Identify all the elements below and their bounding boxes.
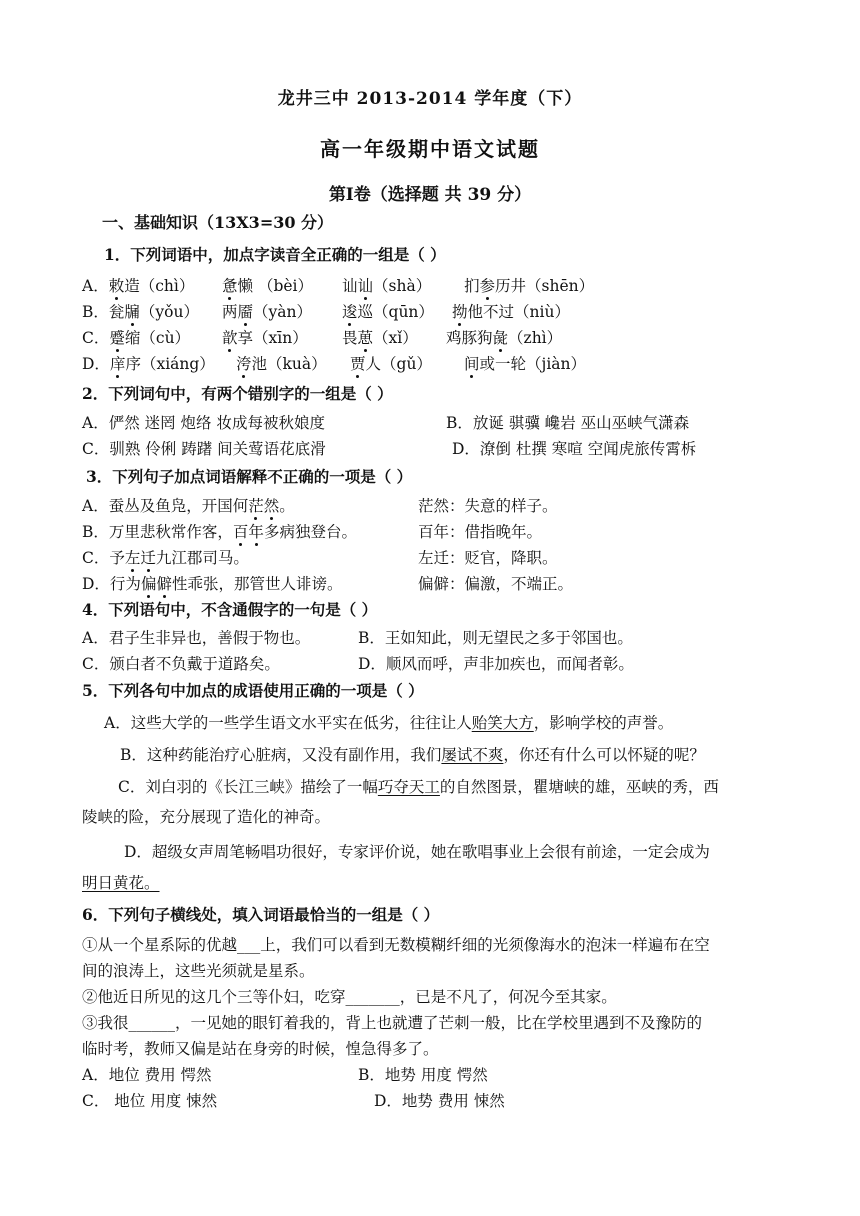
question-1-stem: 1．下列词语中，加点字读音全正确的一组是（ ）	[104, 245, 446, 264]
q5-option-c: C．刘白羽的《长江三峡》描绘了一幅巧夺天工的自然图景，瞿塘峡的雄，巫峡的秀，西	[118, 778, 719, 796]
q3-option-a-gloss: 茫然：失意的样子。	[418, 497, 558, 515]
q4-option-d: D．顺风而呼，声非加疾也，而闻者彰。	[358, 655, 634, 673]
exam-title: 高一年级期中语文试题	[320, 137, 540, 161]
q2-option-a: A．俨然 迷罔 炮络 妆成每被秋娘度	[82, 414, 325, 432]
q6-option-a: A．地位 费用 愕然	[82, 1066, 212, 1084]
q1-option-b-3: 逡巡（qūn）	[342, 303, 434, 321]
q1-option-c-1: C．蹙缩（cù）	[82, 329, 191, 347]
q2-option-d: D．潦倒 杜撰 寒喧 空闻虎旅传霄柝	[452, 440, 697, 458]
question-5-stem: 5．下列各句中加点的成语使用正确的一项是（ ）	[82, 681, 424, 700]
q3-option-b: B．万里悲秋常作客，百年多病独登台。	[82, 523, 357, 541]
q1-option-d-3: 贾人（gǔ）	[350, 355, 432, 373]
q1-option-b-4: 拗他不过（niù）	[452, 303, 570, 321]
q6-sentence-3-line2: 临时考，教师又偏是站在身旁的时候，惶急得多了。	[82, 1040, 439, 1058]
q1-option-a-2: 惫懒 （bèi）	[222, 277, 313, 295]
q1-option-d-4: 间或一轮（jiàn）	[464, 355, 587, 373]
q2-option-c: C．驯熟 伶俐 踌躇 间关莺语花底滑	[82, 440, 326, 458]
q3-option-d-gloss: 偏僻：偏激，不端正。	[418, 575, 574, 593]
question-4-stem: 4．下列语句中，不含通假字的一句是（ ）	[82, 600, 378, 619]
q5-option-b: B．这种药能治疗心脏病，又没有副作用，我们屡试不爽，你还有什么可以怀疑的呢？	[120, 746, 705, 764]
q1-option-c-3: 畏葸（xǐ）	[342, 329, 418, 347]
q2-option-b: B．放诞 骐骥 巉岩 巫山巫峡气潇森	[446, 414, 690, 432]
q6-sentence-2: ②他近日所见的这几个三等仆妇，吃穿_______，已是不凡了，何况今至其家。	[82, 988, 617, 1006]
section-title: 一、基础知识（13X3=30 分）	[102, 213, 334, 232]
q3-option-c: C．予左迁九江郡司马。	[82, 549, 249, 567]
q6-sentence-1-line2: 间的浪涛上，这些光须就是星系。	[82, 962, 315, 980]
q1-option-a-4: 扪参历井（shēn）	[464, 277, 595, 295]
q4-option-a: A．君子生非异也，善假于物也。	[82, 629, 311, 647]
q3-option-c-gloss: 左迁：贬官，降职。	[418, 549, 558, 567]
q1-option-d-2: 洿池（kuà）	[236, 355, 327, 373]
q6-option-c: C． 地位 用度 悚然	[82, 1092, 218, 1110]
q3-option-a: A．蚕丛及鱼凫，开国何茫然。	[82, 497, 295, 515]
q1-option-a-1: A．敕造（chì）	[82, 277, 195, 295]
q3-option-d: D．行为偏僻性乖张，那管世人诽谤。	[82, 575, 343, 593]
q5-option-d-underlined: 明日黄花。	[82, 874, 160, 892]
q1-option-b-1: B．瓮牖（yǒu）	[82, 303, 199, 321]
q5-option-d: D．超级女声周笔畅唱功很好，专家评价说，她在歌唱事业上会很有前途，一定会成为	[124, 843, 710, 861]
q1-option-c-4: 鸡豚狗彘（zhì）	[446, 329, 563, 347]
q6-option-d: D．地势 费用 悚然	[374, 1092, 505, 1110]
q5-option-c-line2: 陵峡的险，充分展现了造化的神奇。	[82, 808, 331, 826]
q6-sentence-3: ③我很______，一见她的眼钉着我的，背上也就遭了芒刺一般，比在学校里遇到不及豫防的	[82, 1014, 703, 1032]
q6-sentence-1: ①从一个星系际的优越___上，我们可以看到无数模糊纤细的光须像海水的泡沫一样遍布在空	[82, 936, 710, 954]
q1-option-a-3: 讪讪（shà）	[342, 277, 432, 295]
q1-option-c-2: 歆享（xīn）	[222, 329, 308, 347]
school-title: 龙井三中 2013-2014 学年度（下）	[277, 89, 583, 109]
q5-option-a: A．这些大学的一些学生语文水平实在低劣，往往让人贻笑大方，影响学校的声誉。	[104, 714, 674, 732]
q4-option-b: B．王如知此，则无望民之多于邻国也。	[358, 629, 633, 647]
question-6-stem: 6．下列句子横线处，填入词语最恰当的一组是（ ）	[82, 905, 440, 924]
question-2-stem: 2．下列词句中，有两个错别字的一组是（ ）	[82, 384, 393, 403]
q1-option-d-1: D．庠序（xiáng）	[82, 355, 215, 373]
q6-option-b: B．地势 用度 愕然	[358, 1066, 488, 1084]
part-title: 第Ⅰ卷（选择题 共 39 分）	[328, 185, 532, 205]
q3-option-b-gloss: 百年：借指晚年。	[418, 523, 543, 541]
question-3-stem: 3．下列句子加点词语解释不正确的一项是（ ）	[86, 467, 413, 486]
q4-option-c: C．颁白者不负戴于道路矣。	[82, 655, 280, 673]
q1-option-b-2: 两靥（yàn）	[222, 303, 313, 321]
